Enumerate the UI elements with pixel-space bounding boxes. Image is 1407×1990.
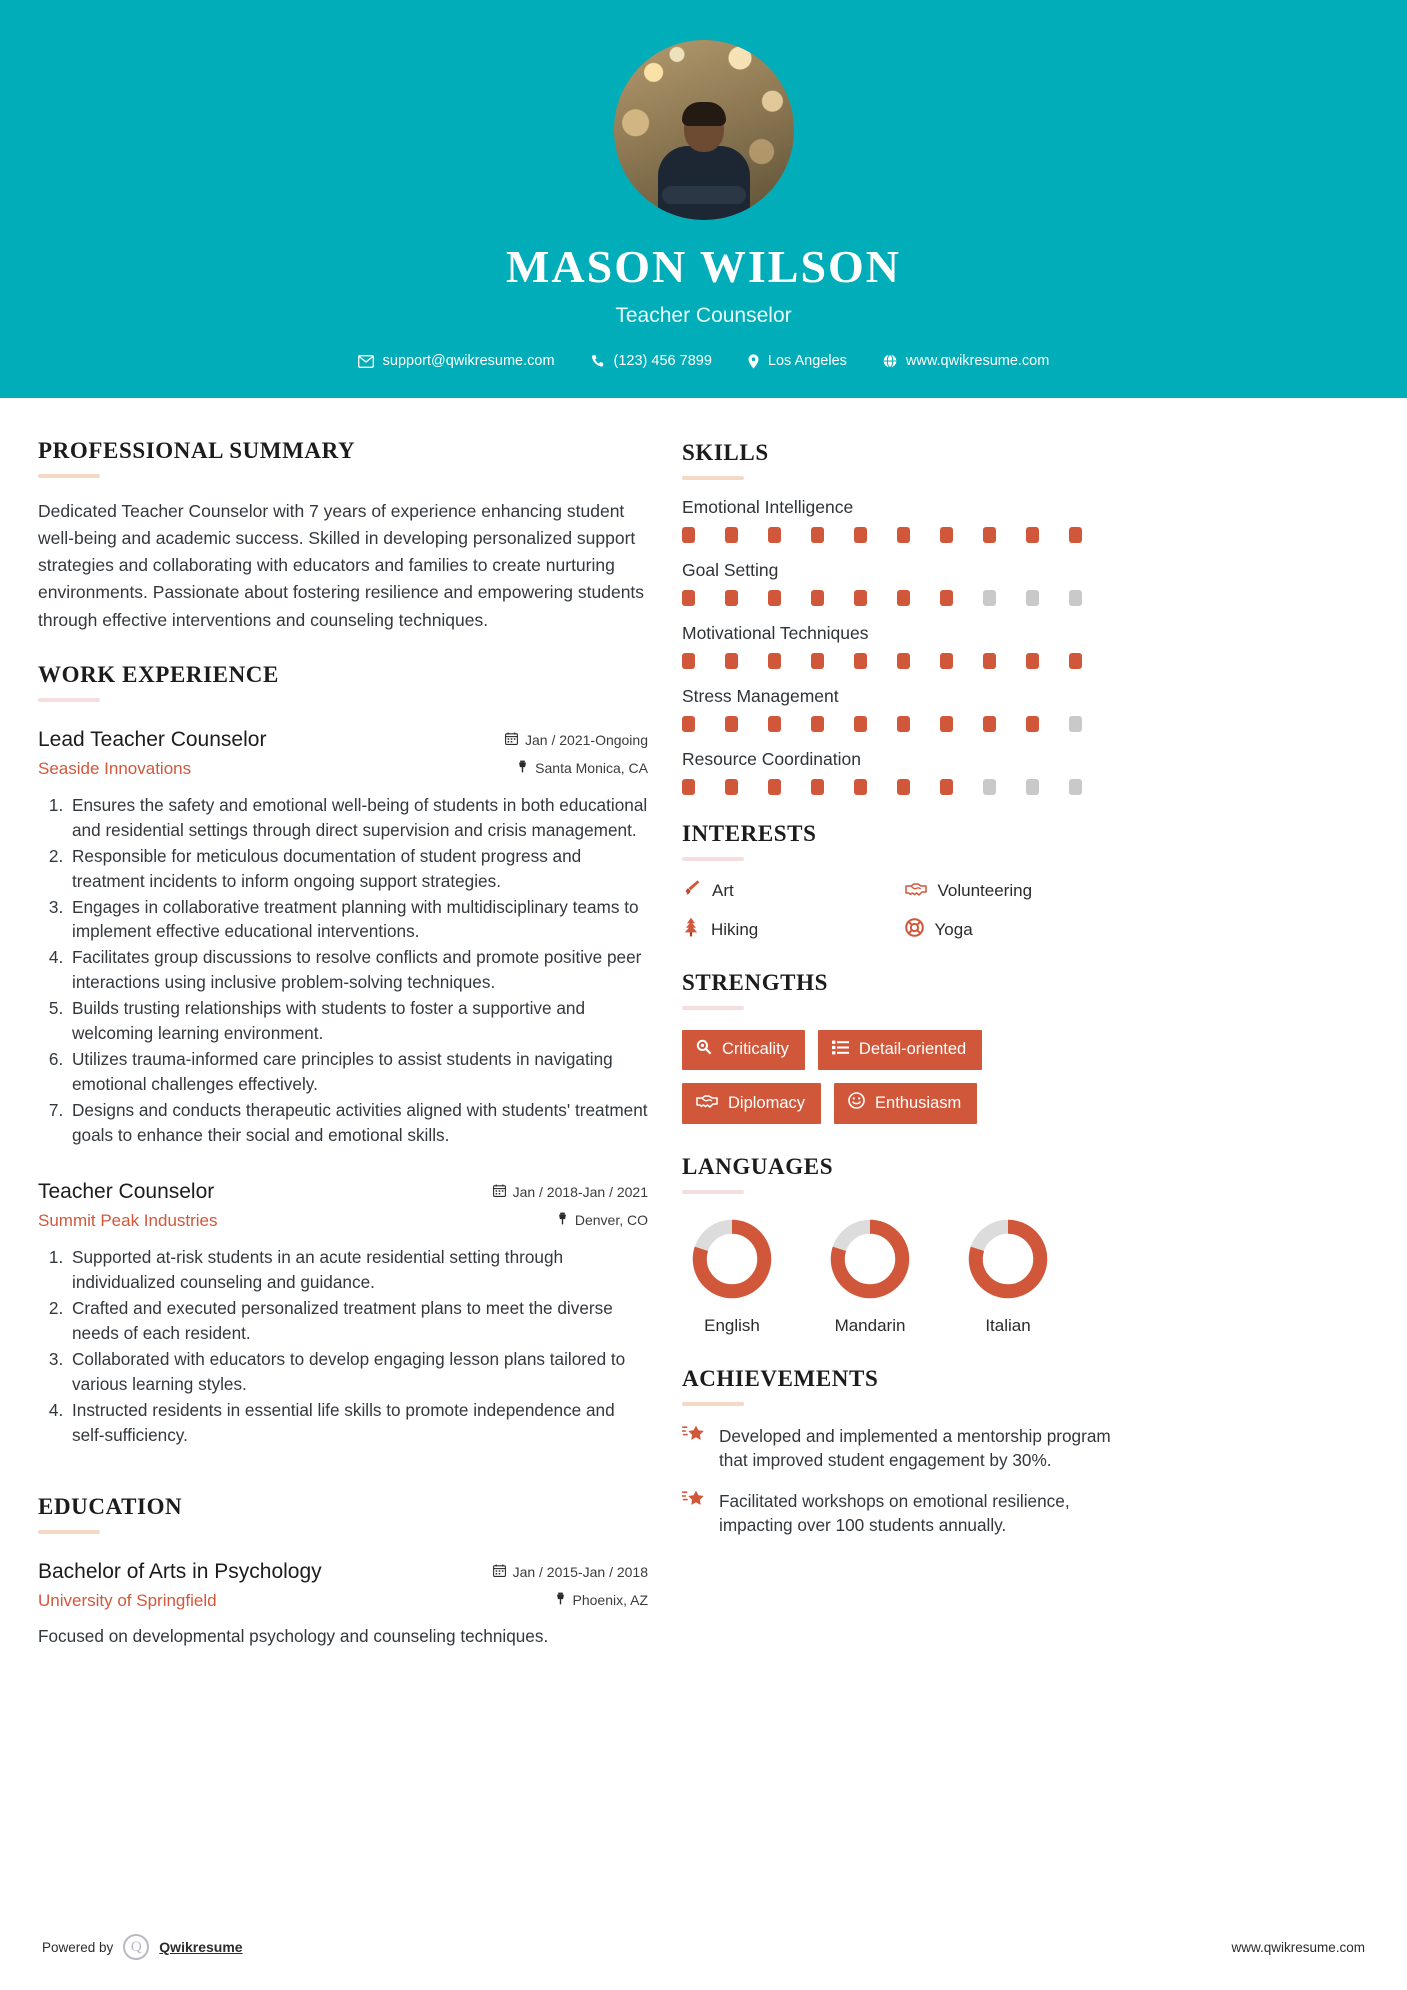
interest-label: Yoga [934,919,973,939]
work-location [505,760,648,776]
skill-dot [897,716,910,732]
achievement-item [682,1489,1119,1538]
skill-dot [1069,527,1082,543]
skill-rating [682,779,1119,795]
work-dates-text: Jan / 2021-Ongoing [525,731,648,748]
skill-item [682,560,1119,606]
pushpin-icon [557,1212,568,1228]
education-note: Focused on developmental psychology and counseling techniques. [38,1625,549,1646]
skill-dot [940,716,953,732]
skill-dot [854,653,867,669]
work-company: Seaside Innovations [38,758,192,778]
handshake-icon [696,1093,718,1114]
interest-item [905,879,1120,903]
skill-dot [682,590,695,606]
skill-dot [940,653,953,669]
skill-dot [725,779,738,795]
skill-dot [1026,590,1039,606]
list-item: 5. Builds trusting relationships with students to foster a supportive and welcoming learning environment. [68,996,648,1046]
skill-dot [682,779,695,795]
contact-location[interactable] [730,353,865,369]
paintbrush-icon [682,879,701,903]
skill-rating [682,716,1119,732]
skill-dot [682,653,695,669]
list-item: 2. Crafted and executed personalized treatment plans to meet the diverse needs of each resident. [68,1296,648,1346]
skill-dot [682,716,695,732]
tree-icon [682,917,700,942]
skill-item [682,497,1119,543]
section-title-summary: PROFESSIONAL SUMMARY [38,438,356,463]
section-divider [682,857,744,861]
interest-label: Volunteering [937,881,1033,900]
powered-by-label: Powered by [42,1939,114,1955]
skill-dot [854,779,867,795]
contact-website[interactable] [865,353,1067,369]
right-column [682,438,1119,1653]
pushpin-icon [555,1592,566,1608]
strength-label: Diplomacy [728,1093,806,1112]
section-languages [682,1154,1119,1336]
skill-dot [897,653,910,669]
skill-dot [725,653,738,669]
skill-dot [768,716,781,732]
skill-rating [682,653,1119,669]
interest-item [905,917,1120,942]
work-job-title: Lead Teacher Counselor [38,727,267,751]
work-job-title: Teacher Counselor [38,1179,215,1203]
skill-dot [768,653,781,669]
section-divider [682,1190,744,1194]
strength-label: Criticality [722,1040,789,1058]
contact-bar [0,353,1407,369]
section-divider [38,474,100,478]
education-location [493,1592,648,1608]
section-title-strengths: STRENGTHS [682,970,829,995]
contact-email-text: support@qwikresume.com [382,353,555,369]
calendar-icon [505,732,518,748]
section-divider [682,476,744,480]
smiley-icon [848,1092,865,1114]
section-title-languages: LANGUAGES [682,1154,834,1179]
skill-dot [811,779,824,795]
skill-label: Goal Setting [682,560,779,580]
left-column [38,438,648,1653]
strength-chip-criticality [682,1030,805,1070]
list-item: 3. Engages in collaborative treatment planning with multidisciplinary teams to implement effective educational interventions. [68,895,648,945]
skill-dot [811,590,824,606]
skill-dot [811,716,824,732]
contact-location-text: Los Angeles [767,353,847,369]
section-divider [38,1530,100,1534]
list-item: 6. Utilizes trauma-informed care principles to assist students in navigating emotional challenges effectively. [68,1047,648,1097]
skill-rating [682,590,1119,606]
skill-dot [940,779,953,795]
strength-chip-detail-oriented [818,1030,982,1070]
achievement-text: Developed and implemented a mentorship program that improved student engagement by 30%. [719,1426,1111,1471]
language-item [958,1216,1058,1336]
skill-dot [682,527,695,543]
skill-label: Resource Coordination [682,749,861,769]
section-achievements [682,1366,1119,1538]
avatar [614,40,794,220]
skill-dot [854,527,867,543]
section-skills [682,440,1119,795]
achievement-item [682,1424,1119,1473]
contact-email[interactable] [340,353,573,369]
skill-dot [768,527,781,543]
education-location-text: Phoenix, AZ [572,1591,648,1608]
globe-icon [883,354,897,368]
strength-chip-enthusiasm [834,1083,977,1124]
education-dates [493,1564,648,1580]
education-degree: Bachelor of Arts in Psychology [38,1559,322,1583]
skill-item [682,623,1119,669]
skill-dot [1069,590,1082,606]
education-dates-text: Jan / 2015-Jan / 2018 [512,1563,648,1580]
language-label: Italian [985,1316,1031,1335]
language-item [820,1216,920,1336]
skill-dot [940,590,953,606]
work-entry [38,1180,648,1448]
lifebuoy-icon [905,918,924,942]
section-professional-summary [38,438,648,634]
skill-dot [725,527,738,543]
skill-label: Stress Management [682,686,839,706]
footer-url[interactable]: www.qwikresume.com [1231,1939,1365,1955]
skill-dot [897,779,910,795]
skill-dot [897,590,910,606]
skill-dot [1026,653,1039,669]
work-dates [505,732,648,748]
list-item: 2. Responsible for meticulous documentation of student progress and treatment incidents to inform ongoing support strategies. [68,844,648,894]
powered-by-block [42,1934,243,1960]
skill-dot [811,527,824,543]
brand-link[interactable]: Qwikresume [159,1939,243,1955]
map-pin-icon [748,354,759,369]
skill-dot [1069,716,1082,732]
contact-phone-text: (123) 456 7899 [613,353,712,369]
section-title-interests: INTERESTS [682,821,817,846]
language-donut-chart [965,1216,1051,1302]
skill-dot [725,716,738,732]
list-icon [832,1040,849,1060]
skill-dot [725,590,738,606]
pushpin-icon [517,760,528,776]
skill-dot [1069,779,1082,795]
calendar-icon [493,1564,506,1580]
work-location [493,1212,648,1228]
interest-label: Hiking [711,919,759,939]
skill-dot [983,716,996,732]
skill-label: Emotional Intelligence [682,497,854,517]
strength-label: Enthusiasm [875,1093,962,1112]
star-shooting-icon [682,1424,706,1451]
section-divider [682,1006,744,1010]
section-strengths [682,970,1119,1124]
section-divider [682,1402,744,1406]
work-location-text: Santa Monica, CA [535,759,648,776]
envelope-icon [358,355,374,368]
list-item: 3. Collaborated with educators to develop engaging lesson plans tailored to various learning styles. [68,1347,648,1397]
resume-body [0,398,1407,1653]
skill-dot [1069,653,1082,669]
handshake-icon [905,881,927,902]
work-entry [38,728,648,1148]
skill-dot [811,653,824,669]
skill-dot [768,779,781,795]
education-school: University of Springfield [38,1590,217,1610]
language-donut-chart [689,1216,775,1302]
language-donut-chart [827,1216,913,1302]
language-label: Mandarin [834,1316,906,1335]
skill-dot [1026,716,1039,732]
skill-item [682,749,1119,795]
strength-chip-diplomacy [682,1083,821,1124]
skill-dot [768,590,781,606]
list-item: 1. Ensures the safety and emotional well-being of students in both educational and residential settings through direct supervision and crisis management. [68,793,648,843]
page-title: MASON WILSON [505,241,902,292]
qwikresume-logo-icon: Q [123,1934,149,1960]
work-bullet-list [38,1245,648,1448]
section-interests [682,821,1119,942]
avatar-portrait [656,100,752,220]
work-location-text: Denver, CO [574,1211,648,1228]
section-education [38,1494,648,1649]
work-dates [493,1184,648,1200]
skill-rating [682,527,1119,543]
resume-header [0,0,1407,398]
calendar-icon [493,1184,506,1200]
interest-item [682,917,897,942]
contact-website-text: www.qwikresume.com [905,353,1050,369]
work-company: Summit Peak Industries [38,1211,218,1231]
skill-dot [897,527,910,543]
skill-dot [983,590,996,606]
contact-phone[interactable] [573,353,730,369]
skill-dot [854,716,867,732]
achievement-text: Facilitated workshops on emotional resilience, impacting over 100 students annually. [719,1490,1070,1536]
skill-item [682,686,1119,732]
summary-text: Dedicated Teacher Counselor with 7 years of experience enhancing student well-being and academic success. Skilled in developing personalized support strategies and collaborating with educators and families to create nurturing environments. Passionate about fostering resilience and empowering students through effective interventions and counseling techniques. [38,501,645,630]
list-item: 7. Designs and conducts therapeutic activities aligned with students' treatment goals to enhance their social and emotional skills. [68,1098,648,1148]
interest-item [682,879,897,903]
section-title-work: WORK EXPERIENCE [38,661,279,687]
phone-icon [591,354,605,368]
skill-dot [854,590,867,606]
section-title-achievements: ACHIEVEMENTS [682,1366,879,1391]
skill-dot [1026,779,1039,795]
work-dates-text: Jan / 2018-Jan / 2021 [512,1183,648,1200]
list-item: 4. Facilitates group discussions to resolve conflicts and promote positive peer interactions using inclusive problem-solving techniques. [68,945,648,995]
strength-label: Detail-oriented [858,1040,967,1058]
language-label: English [704,1316,760,1335]
section-title-skills: SKILLS [682,440,769,465]
language-item [682,1216,782,1336]
skill-dot [1026,527,1039,543]
section-divider [38,698,100,702]
education-entry [38,1560,648,1649]
skill-dot [983,653,996,669]
skill-label: Motivational Techniques [682,623,869,643]
skill-dot [940,527,953,543]
job-role-subtitle: Teacher Counselor [615,304,792,327]
skill-dot [983,779,996,795]
section-work-experience [38,662,648,1448]
footer [0,1934,1407,1960]
search-icon [696,1039,712,1060]
list-item: 4. Instructed residents in essential life skills to promote independence and self-sufficiency. [68,1398,648,1448]
skill-dot [983,527,996,543]
list-item: 1. Supported at-risk students in an acute residential setting through individualized counseling and guidance. [68,1245,648,1295]
work-bullet-list [38,793,648,1148]
interest-label: Art [712,881,734,900]
section-title-education: EDUCATION [38,1493,183,1519]
star-shooting-icon [682,1489,706,1516]
